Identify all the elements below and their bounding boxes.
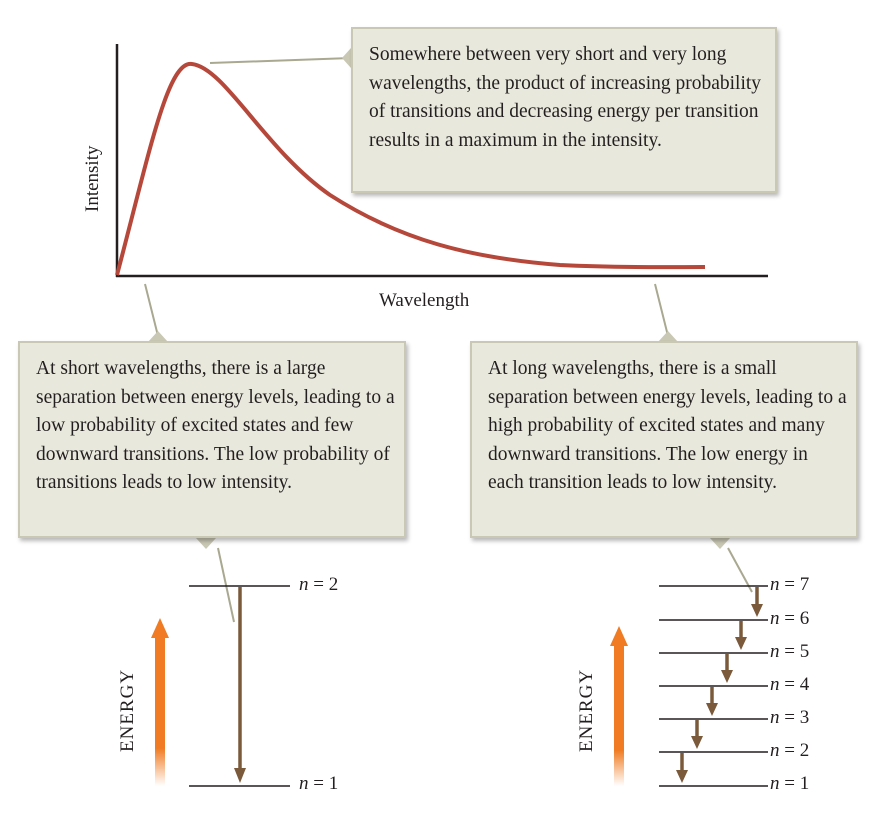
- energy-arrow-right-head: [610, 626, 628, 646]
- energy-label-left: ENERGY: [117, 668, 138, 752]
- energy-arrow-left-head: [151, 618, 169, 638]
- level-label-right-n6: n = 6: [770, 608, 810, 629]
- pointer-long: [655, 284, 668, 336]
- pointer-left-bottom: [196, 538, 216, 549]
- pointer-peak-tip: [342, 48, 351, 68]
- level-label-right-n1: n = 1: [770, 773, 810, 794]
- level-label-left-n1: n = 1: [299, 773, 339, 794]
- level-label-right-n3: n = 3: [770, 707, 810, 728]
- pointer-right-bottom: [710, 538, 730, 549]
- callout-long-wavelength: At long wavelengths, there is a small separation between energy levels, leading to a high probability of excited states and many downward transitions. The low energy in each transition leads to low intensity.: [470, 341, 858, 538]
- right-transition-arrows: [676, 587, 763, 783]
- level-label-right-n5: n = 5: [770, 641, 810, 662]
- energy-arrow-left-shaft: [155, 634, 165, 786]
- pointer-left-line: [218, 548, 234, 622]
- level-label-right-n4: n = 4: [770, 674, 810, 695]
- level-label-left-n2: n = 2: [299, 574, 339, 595]
- pointer-peak: [210, 58, 351, 63]
- pointer-short: [145, 284, 158, 336]
- level-label-right-n2: n = 2: [770, 740, 810, 761]
- transition-arrow-left-head: [234, 768, 246, 783]
- callout-short-wavelength: At short wavelengths, there is a large separation between energy levels, leading to a low probability of excited states and few downward transitions. The low probability of transitions leads to low intensity.: [18, 341, 406, 538]
- x-axis-label: Wavelength: [379, 290, 470, 311]
- y-axis-label: Intensity: [82, 145, 103, 212]
- energy-label-right: ENERGY: [576, 668, 597, 752]
- level-label-right-n7: n = 7: [770, 574, 810, 595]
- right-level-lines: [659, 586, 768, 786]
- callout-peak: Somewhere between very short and very long wavelengths, the product of increasing probability of transitions and decreasing energy per transition results in a maximum in the intensity.: [351, 27, 777, 193]
- energy-arrow-right-shaft: [614, 642, 624, 786]
